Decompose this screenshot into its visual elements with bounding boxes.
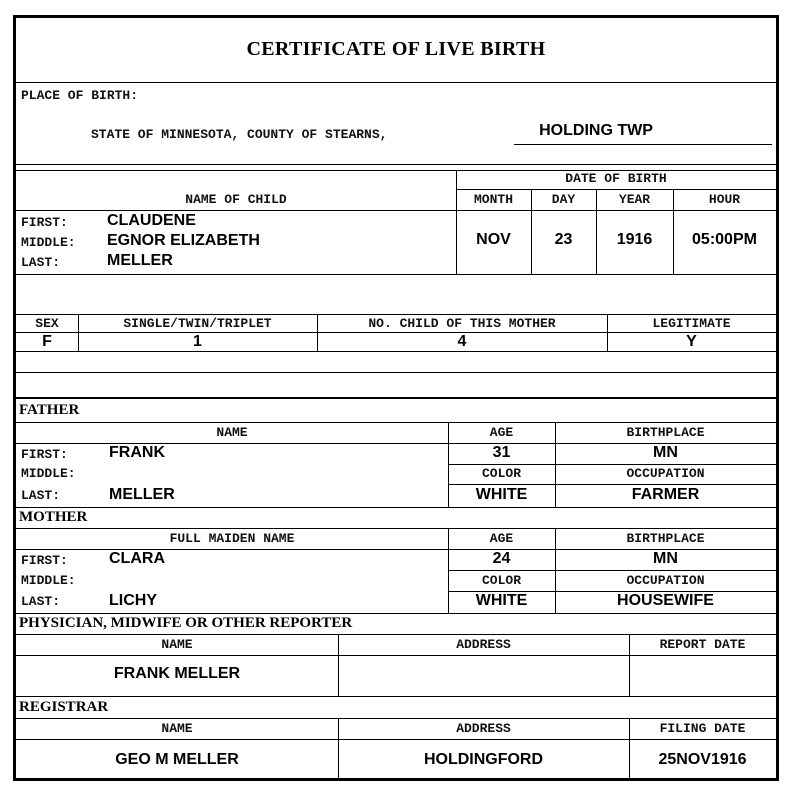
divider — [16, 718, 776, 719]
divider — [16, 528, 776, 529]
divider — [555, 528, 556, 613]
registrar-address: HOLDINGFORD — [423, 751, 544, 768]
father-birthplace-header: BIRTHPLACE — [626, 425, 705, 440]
divider — [16, 82, 776, 83]
divider — [16, 507, 776, 508]
father-age: 31 — [492, 444, 511, 461]
divider — [16, 372, 776, 373]
divider — [16, 696, 776, 697]
divider — [629, 634, 630, 696]
birth-day: 23 — [554, 231, 573, 248]
father-section-heading: FATHER — [19, 402, 80, 418]
child-first-label: FIRST: — [21, 215, 68, 230]
certificate-title: CERTIFICATE OF LIVE BIRTH — [246, 38, 546, 60]
registrar-name: GEO M MELLER — [115, 751, 239, 768]
plurality-header: SINGLE/TWIN/TRIPLET — [123, 316, 272, 331]
year-header: YEAR — [618, 192, 651, 207]
month-header: MONTH — [473, 192, 513, 207]
plurality-value: 1 — [193, 333, 202, 350]
divider — [16, 613, 776, 614]
physician-name-header: NAME — [161, 637, 193, 652]
mother-color-header: COLOR — [481, 573, 521, 588]
divider — [16, 351, 776, 352]
mother-birthplace: MN — [653, 550, 678, 567]
divider — [16, 210, 776, 211]
divider — [456, 189, 776, 190]
registrar-filing-date: 25NOV1916 — [658, 751, 747, 768]
mother-occupation: HOUSEWIFE — [617, 592, 714, 609]
birth-month: NOV — [476, 231, 511, 248]
mother-last-label: LAST: — [21, 594, 61, 609]
sex-value: F — [42, 333, 52, 350]
mother-middle-label: MIDDLE: — [21, 573, 76, 588]
child-last-name: MELLER — [107, 252, 173, 269]
divider — [16, 314, 776, 315]
name-of-child-header: NAME OF CHILD — [185, 192, 287, 207]
mother-color: WHITE — [475, 592, 528, 609]
hour-header: HOUR — [708, 192, 741, 207]
divider — [448, 484, 776, 485]
divider — [16, 422, 776, 423]
divider — [16, 739, 776, 740]
father-last-label: LAST: — [21, 488, 61, 503]
birth-hour: 05:00PM — [692, 231, 757, 248]
father-name-header: NAME — [216, 425, 248, 440]
mother-name-header: FULL MAIDEN NAME — [169, 531, 295, 546]
registrar-name-header: NAME — [161, 721, 193, 736]
divider — [629, 718, 630, 778]
physician-name: FRANK MELLER — [113, 665, 241, 682]
legitimate-value: Y — [686, 333, 697, 350]
birth-year: 1916 — [616, 231, 653, 248]
registrar-filing-date-header: FILING DATE — [659, 721, 746, 736]
divider — [448, 464, 776, 465]
physician-address-header: ADDRESS — [456, 637, 511, 652]
father-age-header: AGE — [489, 425, 514, 440]
day-header: DAY — [551, 192, 576, 207]
father-occupation: FARMER — [631, 486, 700, 503]
divider — [555, 422, 556, 507]
legitimate-header: LEGITIMATE — [652, 316, 731, 331]
father-occupation-header: OCCUPATION — [626, 466, 705, 481]
place-of-birth-state-county: STATE OF MINNESOTA, COUNTY OF STEARNS, — [91, 127, 388, 142]
father-color: WHITE — [475, 486, 528, 503]
mother-occupation-header: OCCUPATION — [626, 573, 705, 588]
child-middle-label: MIDDLE: — [21, 235, 76, 250]
township-underline — [514, 144, 772, 145]
divider — [448, 528, 449, 613]
divider — [338, 634, 339, 696]
child-last-label: LAST: — [21, 255, 61, 270]
place-of-birth-label: PLACE OF BIRTH: — [21, 88, 139, 103]
divider — [16, 274, 776, 275]
mother-section-heading: MOTHER — [19, 509, 88, 525]
father-first-name: FRANK — [109, 444, 165, 461]
sex-header: SEX — [35, 316, 59, 331]
mother-age-header: AGE — [489, 531, 514, 546]
mother-age: 24 — [492, 550, 511, 567]
registrar-address-header: ADDRESS — [456, 721, 511, 736]
divider — [16, 655, 776, 656]
mother-last-name: LICHY — [109, 592, 157, 609]
registrar-section-heading: REGISTRAR — [19, 699, 109, 715]
child-number-value: 4 — [457, 333, 467, 350]
date-of-birth-header: DATE OF BIRTH — [565, 171, 667, 186]
father-middle-label: MIDDLE: — [21, 466, 76, 481]
father-first-label: FIRST: — [21, 447, 68, 462]
child-first-name: CLAUDENE — [107, 212, 196, 229]
child-middle-name: EGNOR ELIZABETH — [107, 232, 260, 249]
certificate-form — [13, 15, 779, 781]
child-number-header: NO. CHILD OF THIS MOTHER — [368, 316, 556, 331]
divider — [16, 164, 776, 165]
father-last-name: MELLER — [109, 486, 175, 503]
divider — [16, 397, 776, 399]
father-color-header: COLOR — [481, 466, 521, 481]
divider — [448, 570, 776, 571]
father-birthplace: MN — [653, 444, 678, 461]
place-of-birth-township: HOLDING TWP — [539, 122, 653, 139]
mother-birthplace-header: BIRTHPLACE — [626, 531, 705, 546]
mother-first-name: CLARA — [109, 550, 165, 567]
divider — [16, 634, 776, 635]
mother-first-label: FIRST: — [21, 553, 68, 568]
physician-section-heading: PHYSICIAN, MIDWIFE OR OTHER REPORTER — [19, 615, 353, 631]
divider — [456, 170, 457, 274]
physician-report-date-header: REPORT DATE — [659, 637, 746, 652]
divider — [338, 718, 339, 778]
divider — [448, 422, 449, 507]
